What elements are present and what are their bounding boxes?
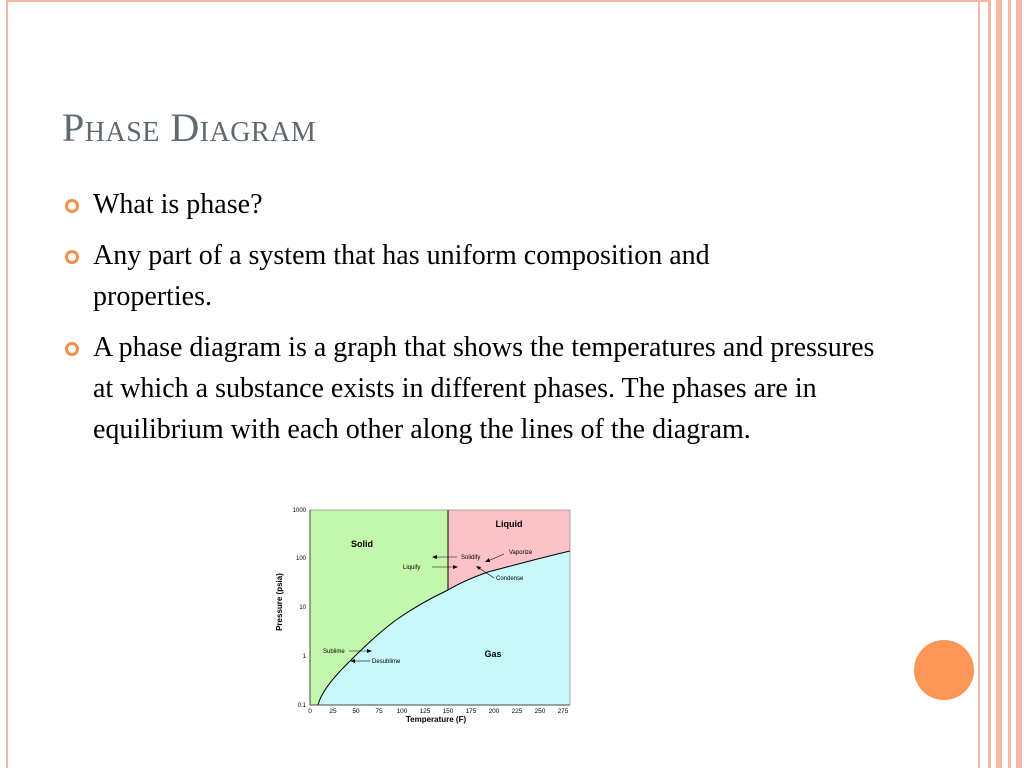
solidify-label: Solidify	[461, 555, 481, 561]
bullet-circle-icon	[65, 342, 79, 356]
bullet-circle-icon	[65, 250, 79, 264]
bullet-text: What is phase?	[93, 189, 263, 220]
y-tick-label: 1000	[292, 508, 306, 514]
bullet-item	[62, 184, 892, 225]
x-axis-label: Temperature (F)	[405, 715, 467, 724]
x-tick-label: 250	[534, 708, 546, 715]
x-tick-label: 175	[465, 708, 477, 715]
solid-region-label: Solid	[351, 539, 373, 549]
bullet-text: A phase diagram is a graph that shows the temperatures and pressures at which a substance exists in different phases. The phases are in equilibrium with each other along the lines of the diagram.	[93, 332, 875, 445]
decor-stripe	[1008, 0, 1011, 768]
sublime-label: Sublime	[323, 649, 345, 655]
decor-stripe	[996, 0, 1002, 768]
x-tick-label: 0	[308, 708, 312, 715]
bullet-list	[62, 184, 892, 460]
y-axis-label: Pressure (psia)	[275, 573, 284, 631]
decorative-orange-circle	[914, 640, 974, 700]
x-tick-label: 275	[557, 708, 569, 715]
x-tick-label: 225	[511, 708, 523, 715]
bullet-circle-icon	[65, 199, 79, 213]
y-tick-label: 100	[295, 556, 306, 562]
phase-diagram-svg	[266, 500, 582, 726]
y-tick-label: 10	[299, 605, 306, 611]
condense-label: Condense	[496, 576, 524, 582]
slide-title: Phase Diagram	[62, 105, 317, 150]
bullet-item	[62, 235, 892, 317]
decor-stripe	[988, 0, 991, 768]
slide-frame-right	[978, 0, 980, 768]
decor-stripe	[1016, 0, 1022, 768]
x-tick-label: 150	[442, 708, 454, 715]
x-tick-label: 200	[488, 708, 500, 715]
y-tick-label: 1	[302, 654, 306, 660]
x-tick-label: 100	[396, 708, 408, 715]
gas-region-label: Gas	[484, 649, 502, 659]
desublime-label: Desublime	[372, 659, 401, 665]
slide-frame-top	[6, 0, 988, 2]
bullet-item	[62, 327, 892, 450]
x-tick-label: 125	[419, 708, 431, 715]
slide-frame-left	[6, 0, 8, 768]
vaporize-label: Vaporize	[509, 550, 533, 556]
x-tick-label: 75	[375, 708, 383, 715]
phase-diagram	[266, 500, 582, 726]
x-tick-label: 50	[352, 708, 360, 715]
bullet-text: Any part of a system that has uniform composition and properties.	[93, 240, 710, 312]
y-tick-label: 0.1	[297, 703, 306, 709]
liquid-region-label: Liquid	[495, 519, 523, 529]
liquify-label: Liquify	[403, 565, 421, 571]
x-tick-label: 25	[329, 708, 337, 715]
